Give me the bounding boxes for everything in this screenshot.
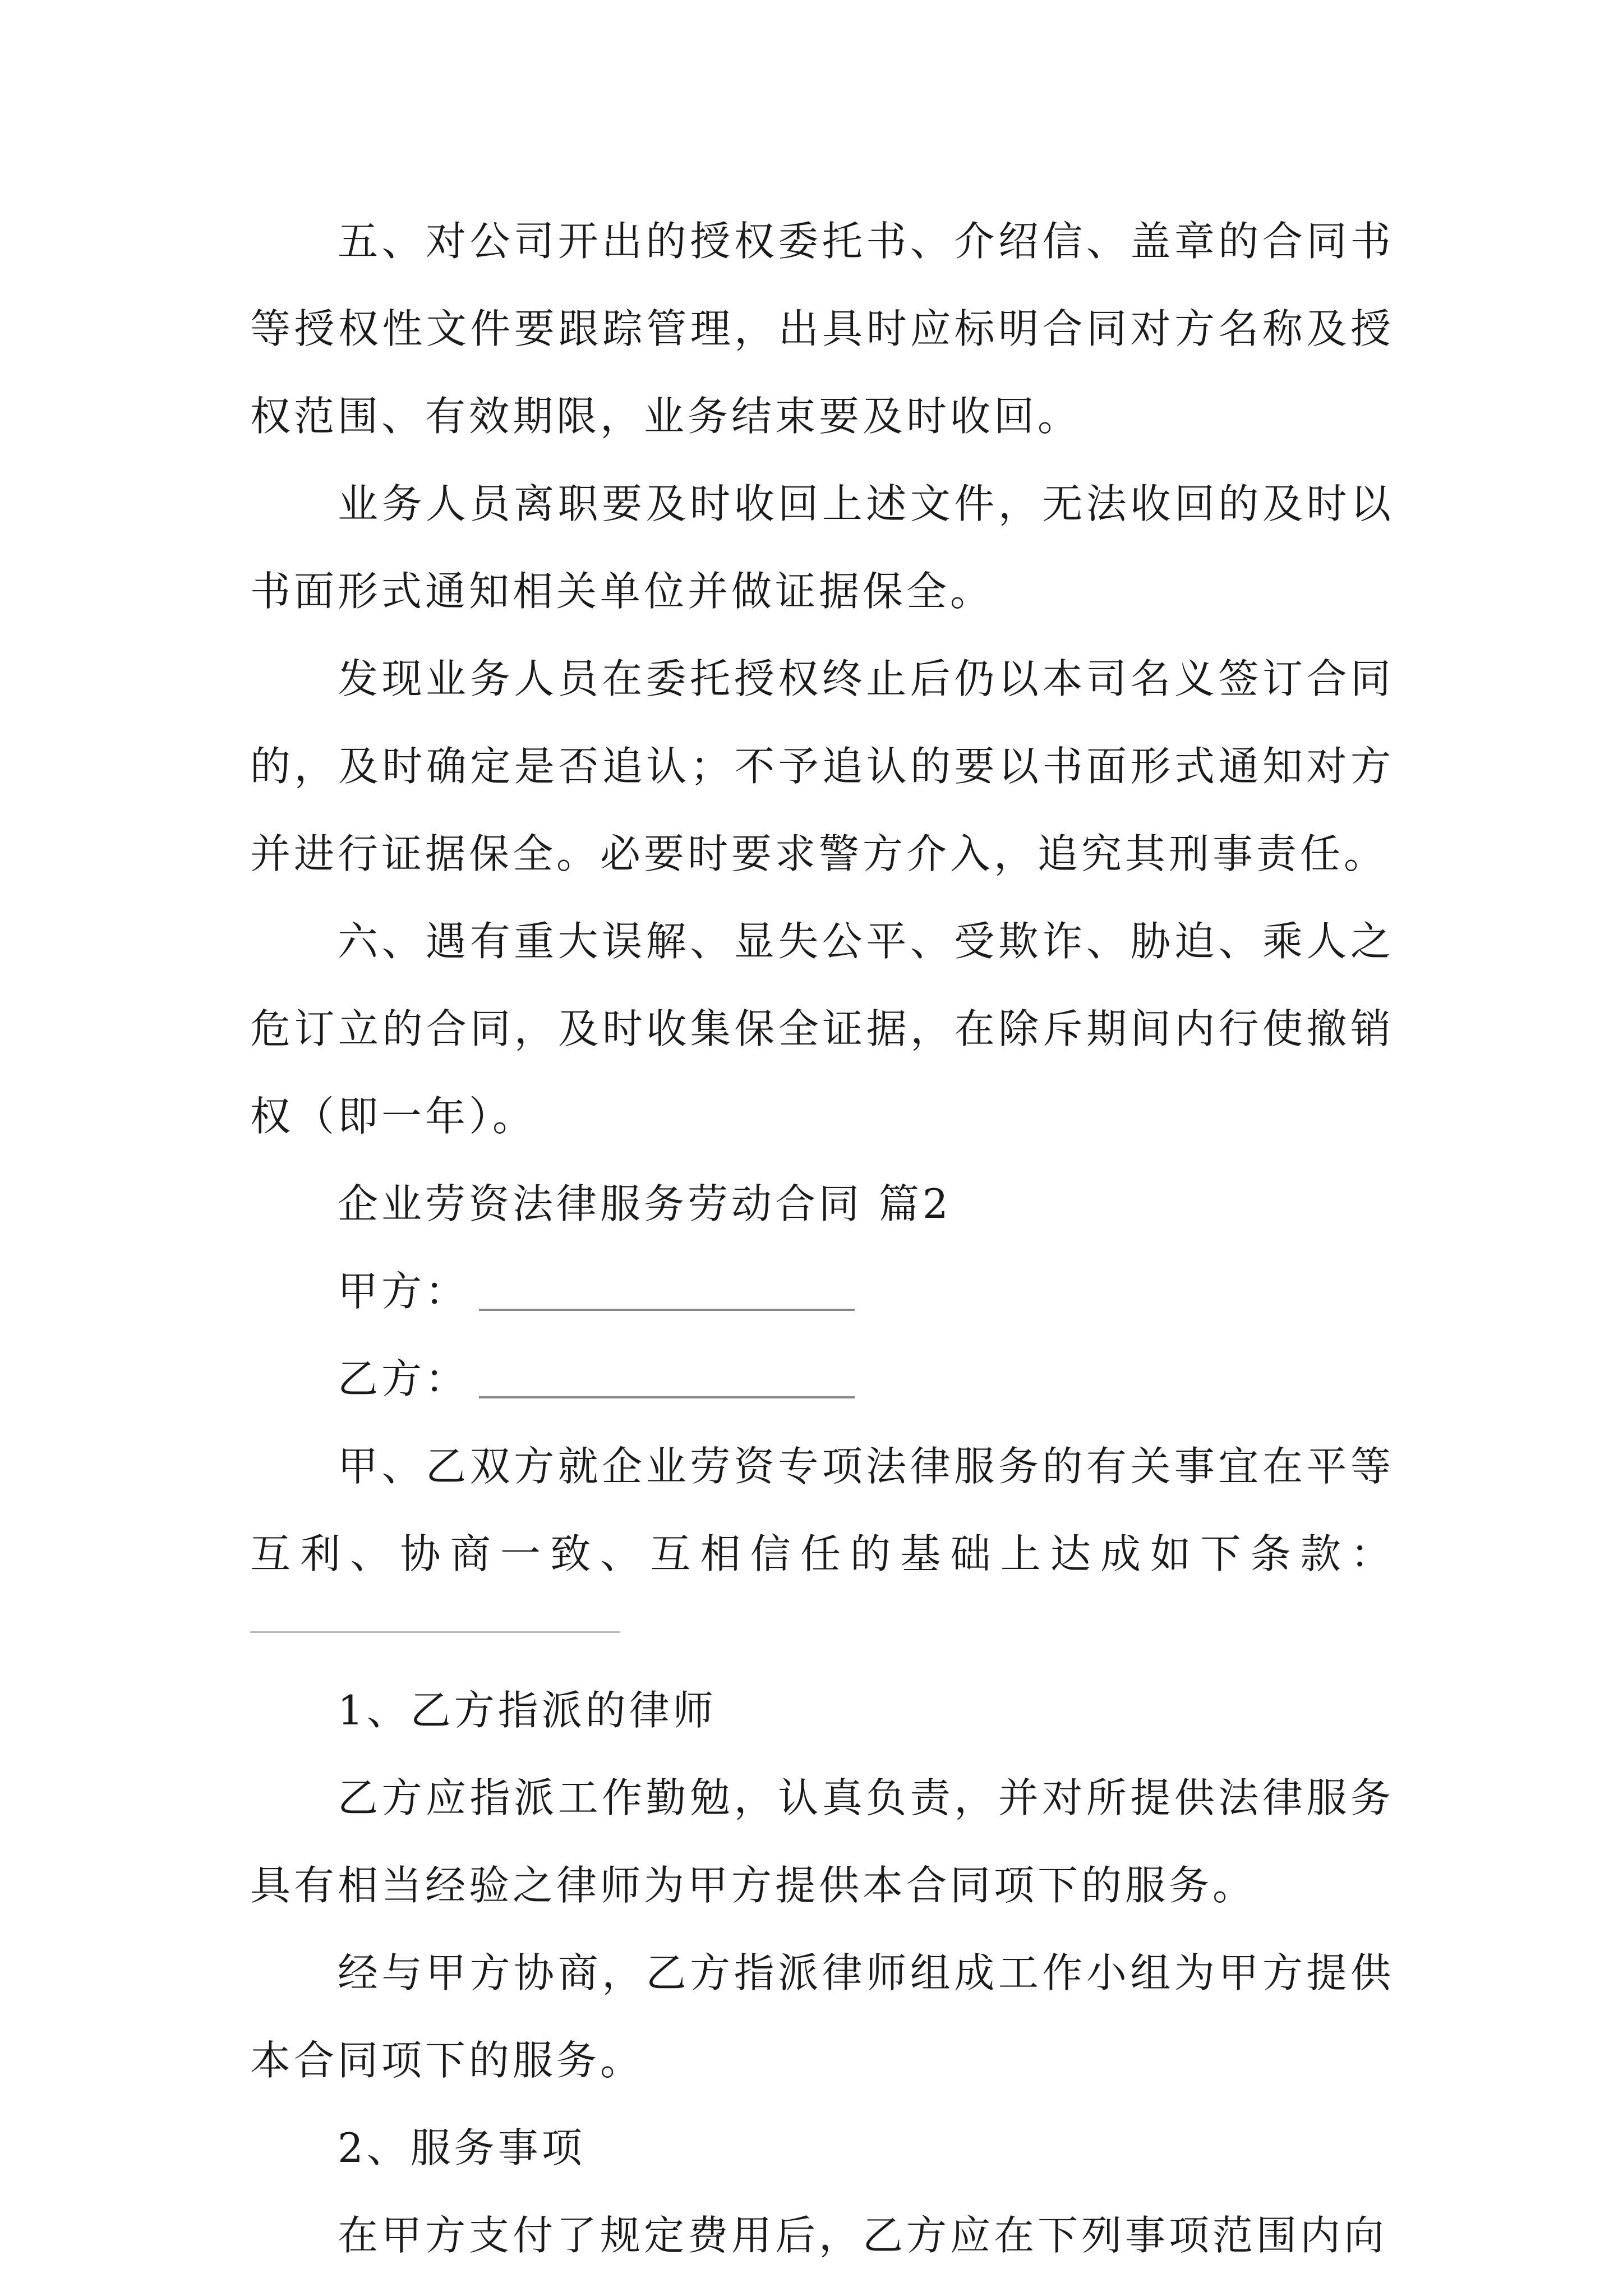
paragraph-intro: 甲、乙双方就企业劳资专项法律服务的有关事宜在平等互利、协商一致、互相信任的基础上达成如下条款： — [250, 1443, 1394, 1577]
party-b-label: 乙方： — [338, 1355, 469, 1402]
party-b-blank — [479, 1396, 855, 1398]
item-2-paragraph-1: 在甲方支付了规定费用后，乙方应在下列事项范围内向 — [338, 2212, 1388, 2259]
paragraph-unauthorized-signing: 发现业务人员在委托授权终止后仍以本司名义签订合同的，及时确定是否追认；不予追认的要以书面形式通知对方并进行证据保全。必要时要求警方介入，追究其刑事责任。 — [250, 655, 1394, 877]
section-title: 企业劳资法律服务劳动合同 篇2 — [338, 1180, 952, 1227]
item-1-paragraph-1: 乙方应指派工作勤勉，认真负责，并对所提供法律服务具有相当经验之律师为甲方提供本合同项下的服务。 — [250, 1774, 1394, 1909]
paragraph-authorization-docs: 五、对公司开出的授权委托书、介绍信、盖章的合同书等授权性文件要跟踪管理，出具时应标明合同对方名称及授权范围、有效期限，业务结束要及时收回。 — [250, 218, 1394, 440]
item-1-title: 1、乙方指派的律师 — [338, 1687, 717, 1734]
item-1-paragraph-2: 经与甲方协商，乙方指派律师组成工作小组为甲方提供本合同项下的服务。 — [250, 1949, 1394, 2084]
document-body — [250, 197, 1394, 2279]
paragraph-staff-resignation: 业务人员离职要及时收回上述文件，无法收回的及时以书面形式通知相关单位并做证据保全。 — [250, 480, 1394, 615]
party-a-label: 甲方： — [338, 1268, 469, 1315]
item-2-title: 2、服务事项 — [338, 2124, 585, 2171]
party-a-blank — [479, 1309, 855, 1311]
paragraph-revocation-right: 六、遇有重大误解、显失公平、受欺诈、胁迫、乘人之危订立的合同，及时收集保全证据，在除斥期间内行使撤销权（即一年）。 — [250, 918, 1394, 1140]
party-b-line — [250, 1335, 1394, 1423]
party-a-line — [250, 1248, 1394, 1335]
divider-line — [250, 1631, 620, 1633]
